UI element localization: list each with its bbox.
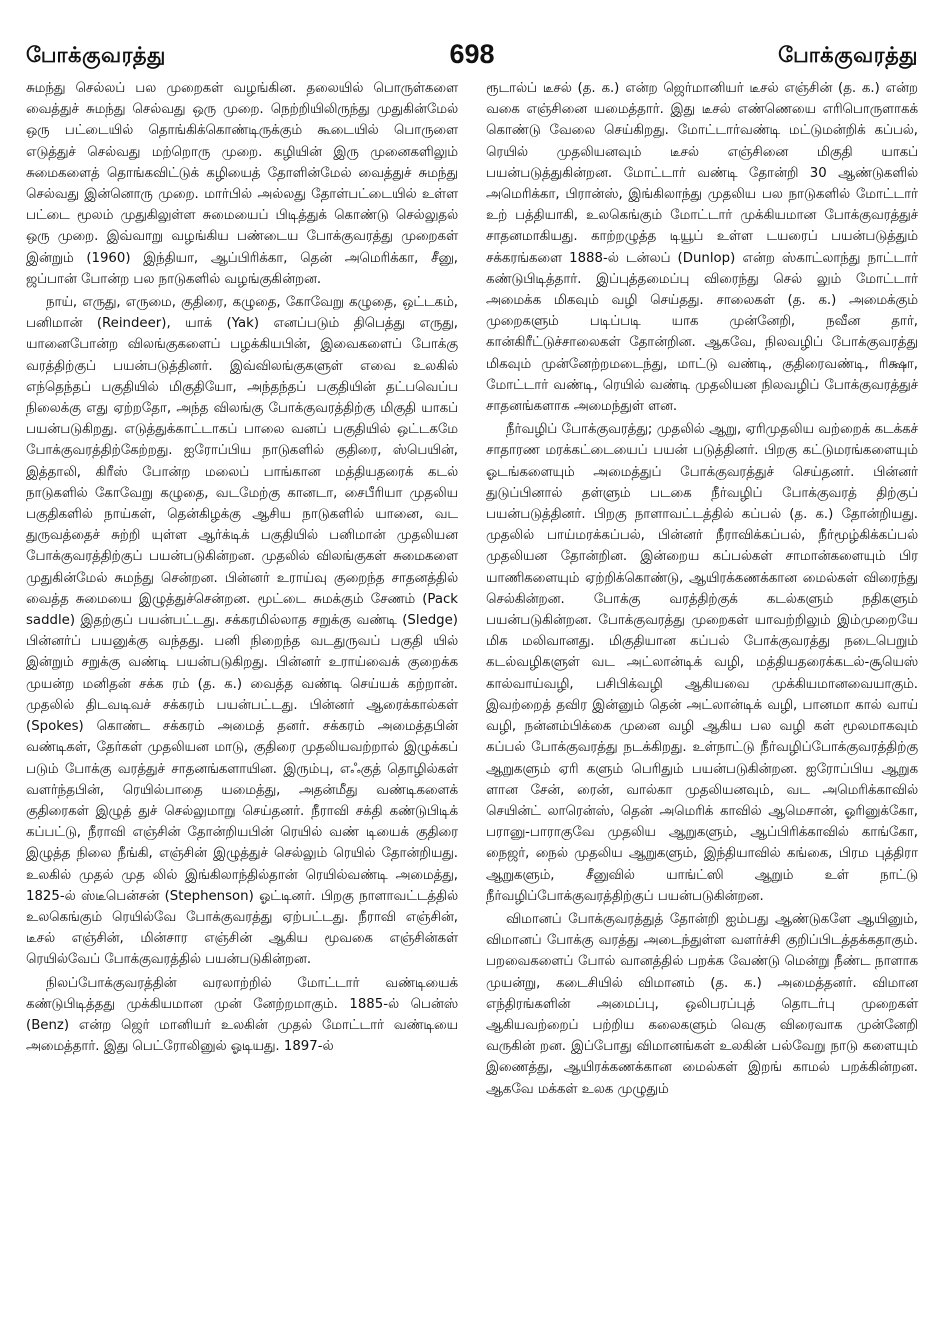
- paragraph: நிலப்போக்குவரத்தின் வரலாற்றில் மோட்டார் வண்டியைக் கண்டுபிடித்தது முக்கியமான முன் னேற்றமாகும். 1885-ல் பென்ஸ் (Benz) என்ற ஜெர் மானியர் உலகின் முதல் மோட்டார் வண்டியை அமைத்தார். இது பெட்ரோலினுல் ஓடியது. 1897-ல்: [26, 975, 458, 1055]
- right-column: [486, 78, 918, 1100]
- running-head-left: போக்குவரத்து: [26, 43, 166, 67]
- page-number: 698: [449, 39, 495, 69]
- two-column-body: [26, 78, 918, 1100]
- paragraph: நீர்வழிப் போக்குவரத்து; முதலில் ஆறு, ஏரிமுதலிய வற்றைக் கடக்கச் சாதாரண மரக்கட்டையைப் பயன் படுத்தினர். பிறகு கட்டுமரங்களையும் ஓடங்களையும் அமைத்துப் போக்குவரத்துச் செய்தனர். பின்னர் துடுப்பினால் தள்ளும் படகை நீர்வழிப் போக்குவரத் திற்குப் பயன்படுத்தினர். பிறகு நாளாவட்டத்தில் கப்பல் (த. க.) தோன்றியது. முதலில் பாய்மரக்கப்பல், பின்னர் நீராவிக்கப்பல், நீர்மூழ்கிக்கப்பல் முதலியன தோன்றின. இன்றைய கப்பல்கள் சாமான்களையும் பிர யாணிகளையும் ஏற்றிக்கொண்டு, ஆயிரக்கணக்கான மைல்கள் விரைந்து செல்கின்றன. போக்கு வரத்திற்குக் கடல்களும் நதிகளும் பயன்படுகின்றன. போக்குவரத்து முறைகள் யாவற்றிலும் இம்முறையே மிக மலிவானது. மிகுதியான கப்பல் போக்குவரத்து நடைபெறும் கடல்வழிகளுள் வட அட்லான்டிக் வழி, மத்தியதரைக்கடல்-சூயெஸ் கால்வாய்வழி, பசிபிக்வழி ஆகியவை முக்கியமானவையாகும். இவற்றைத் தவிர இன்னும் தென் அட்லான்டிக் வழி, பானமா கால் வாய் வழி, நன்னம்பிக்கை முனை வழி ஆகிய பல வழி கள் மூலமாகவும் கப்பல் போக்குவரத்து நடக்கிறது. உள்நாட்டு நீர்வழிப்போக்குவரத்திற்கு ஆறுகளும் ஏரி களும் பெரிதும் பயன்படுகின்றன. ஐரோப்பிய ஆறுக ளான சேன், ரைன், வால்கா முதலியனவும், வட அமெரிக்காவில் செயின்ட் லாரென்ஸ், தென் அமெரிக் காவில் ஆமெசான், ஓரினுக்கோ, பரானு-பாராகுவே முதலிய ஆறுகளும், ஆப்பிரிக்காவில் காங்கோ, நைஜர், நைல் முதலிய ஆறுகளும், இந்தியாவில் கங்கை, பிரம புத்திரா ஆறுகளும், சீனுவில் யாங்ட்ஸி ஆறும் உள் நாட்டு நீர்வழிப்போக்குவரத்திற்குப் பயன்படுகின்றன.: [486, 422, 918, 904]
- page-header: [26, 26, 918, 70]
- paragraph: சுமந்து செல்லப் பல முறைகள் வழங்கின. தலையில் பொருள்களை வைத்துச் சுமந்து செல்வது ஒரு முறை. நெற்றியிலிருந்து முதுகின்மேல் ஒரு பட்டையில் தொங்கிக்கொண்டிருக்கும் கூடையில் பொருளை எடுத்துச் செல்வது மற்றொரு முறை. கழியின் இரு முனைகளிலும் சுமைகளைத் தொங்கவிட்டுக் கழியைத் தோளின்மேல் வைத்துச் சுமந்து செல்வது இன்னொரு முறை. மார்பில் அல்லது தோள்பட்டையில் உள்ள பட்டை மூலம் முதுகிலுள்ள சுமையைப் பிடித்துக் கொண்டு செல்லுதல் ஒரு முறை. இவ்வாறு வழங்கிய பண்டைய போக்குவரத்து முறைகள் இன்றும் (1960) இந்தியா, ஆப்பிரிக்கா, தென் அமெரிக்கா, சீனு, ஜப்பான் போன்ற பல நாடுகளில் வழங்குகின்றன.: [26, 81, 458, 287]
- left-column: [26, 78, 458, 1100]
- paragraph: நாய், எருது, எருமை, குதிரை, கழுதை, கோவேறு கழுதை, ஒட்டகம், பனிமான் (Reindeer), யாக் (Yak) எனப்படும் திபெத்து எருது, யானைபோன்ற விலங்குகளைப் பழக்கியபின், இவைகளைப் போக்கு வரத்திற்குப் பயன்படுத்தினர். இவ்விலங்குகளுள் எவை உலகில் எந்தெந்தப் பகுதியில் மிகுதியோ, அந்தந்தப் பகுதியின் தட்பவெப்ப நிலைக்கு எது ஏற்றதோ, அந்த விலங்கு போக்குவரத்திற்கு மிகுதி யாகப் பயன்படுகிறது. எடுத்துக்காட்டாகப் பாலை வனப் பகுதியில் ஒட்டகமே போக்குவரத்திற்கேற்றது. ஐரோப்பிய நாடுகளில் குதிரை, ஸ்பெயின், இத்தாலி, கிரீஸ் போன்ற மலைப் பாங்கான மத்தியதரைக் கடல் நாடுகளில் கோவேறு கழுதை, வடமேற்கு கானடா, சைபீரியா முதலிய பகுதிகளில் நாய்கள், தென்கிழக்கு ஆசிய நாடுகளில் யானை, வட துருவத்தைச் சுற்றி யுள்ள ஆர்க்டிக் பகுதியில் பனிமான் முதலியன போக்குவரத்திற்குப் பயன்படுகின்றன. முதலில் விலங்குகள் சுமைகளை முதுகின்மேல் சுமந்து சென்றன. பின்னர் உராய்வு குறைந்த சாதனத்தில் வைத்த சுமையை இழுத்துச்சென்றன. மூட்டை சுமக்கும் சேணம் (Pack saddle) இதற்குப் பயன்பட்டது. சக்கரமில்லாத சறுக்கு வண்டி (Sledge) பின்னர்ப் பயனுக்கு வந்தது. பனி நிறைந்த வடதுருவப் பகுதி யில் இன்றும் சறுக்கு வண்டி பயன்படுகிறது. பின்னர் உராய்வைக் குறைக்க முயன்ற மனிதன் சக்க ரம் (த. க.) வைத்த வண்டி செய்யக் கற்றான். முதலில் திடவடிவச் சக்கரம் பயன்பட்டது. பின்னர் ஆரைக்கால்கள் (Spokes) கொண்ட சக்கரம் அமைத் தனர். சக்கரம் அமைத்தபின் வண்டிகள், தேர்கள் முதலியன மாடு, குதிரை முதலியவற்றால் இழுக்கப் படும் போக்கு வரத்துச் சாதனங்களாயின. இரும்பு, எஃகுத் தொழில்கள் வளர்ந்தபின், ரெயில்பாதை யமைத்து, அதன்மீது வண்டிகளைக் குதிரைகள் இழுத் துச் செல்லுமாறு செய்தனர். நீராவி சக்தி கண்டுபிடிக் கப்பட்டு, நீராவி எஞ்சின் தோன்றியபின் ரெயில் வண் டியைக் குதிரை இழுத்த நிலை நீங்கி, எஞ்சின் இழுத்துச் செல்லும் ரெயில் தோன்றியது. உலகில் முதல் முத லில் இங்கிலாந்தில்தான் ரெயில்வண்டி அமைத்து, 1825-ல் ஸ்டீபென்சன் (Stephenson) ஓட்டினர். பிறகு நாளாவட்டத்தில் உலகெங்கும் ரெயில்வே போக்குவரத்து ஏற்பட்டது. நீராவி எஞ்சின், டீசல் எஞ்சின், மின்சார எஞ்சின் ஆகிய மூவகை எஞ்சின்கள் ரெயில்வேப் போக்குவரத்தில் பயன்படுகின்றன.: [26, 295, 458, 968]
- paragraph: விமானப் போக்குவரத்துத் தோன்றி ஐம்பது ஆண்டுகளே ஆயினும், விமானப் போக்கு வரத்து அடைந்துள்ள வளர்ச்சி குறிப்பிடத்தக்கதாகும். பறவைகளைப் போல் வானத்தில் பறக்க வேண்டு மென்று நீண்ட நாளாக முயன்று, கடைசியில் விமானம் (த. க.) அமைத்தனர். விமான எந்திரங்களின் அமைப்பு, ஒலிபரப்புத் தொடர்பு முறைகள் ஆகியவற்றைப் பற்றிய கலைகளும் வெகு விரைவாக முன்னேறி வருகின் றன. இப்போது விமானங்கள் உலகின் பல்வேறு நாடு களையும் இணைத்து, ஆயிரக்கணக்கான மைல்கள் இறங் காமல் பறக்கின்றன. ஆகவே மக்கள் உலக முழுதும்: [486, 911, 918, 1097]
- paragraph: ரூடால்ப் டீசல் (த. க.) என்ற ஜெர்மானியர் டீசல் எஞ்சின் (த. க.) என்ற வகை எஞ்சினை யமைத்தார். இது டீசல் எண்ணெயை எரிபொருளாகக் கொண்டு வேலை செய்கிறது. மோட்டார்வண்டி மட்டுமன்றிக் கப்பல், ரெயில் முதலியனவும் டீசல் எஞ்சினை மிகுதி யாகப் பயன்படுத்துகின்றன. மோட்டார் வண்டி தோன்றி 30 ஆண்டுகளில் அமெரிக்கா, பிரான்ஸ், இங்கிலாந்து முதலிய பல நாடுகளில் மோட்டார் உற் பத்தியாகி, உலகெங்கும் மோட்டார் முக்கியமான போக்குவரத்துச் சாதனமாகியது. காற்றழுத்த டியூப் உள்ள டயரைப் பயன்படுத்தும் சக்கரங்களை 1888-ல் டன்லப் (Dunlop) என்ற ஸ்காட்லாந்து நாட்டார் கண்டுபிடித்தார். இப்புத்தமைப்பு விரைந்து செல் லும் மோட்டார் அமைக்க மிகவும் வழி செய்தது. சாலைகள் (த. க.) அமைக்கும் முறைகளும் படிப்படி யாக முன்னேறி, நவீன தார், கான்கிரீட்டுச்சாலைகள் தோன்றின. ஆகவே, நிலவழிப் போக்குவரத்து மிகவும் முன்னேற்றமடைந்து, மாட்டு வண்டி, குதிரைவண்டி, ரிக்ஷா, மோட்டார் வண்டி, ரெயில் வண்டி முதலியன நிலவழிப் போக்குவரத்துச் சாதனங்களாக அமைந்துள் ளன.: [486, 81, 918, 415]
- running-head-right: போக்குவரத்து: [778, 43, 918, 67]
